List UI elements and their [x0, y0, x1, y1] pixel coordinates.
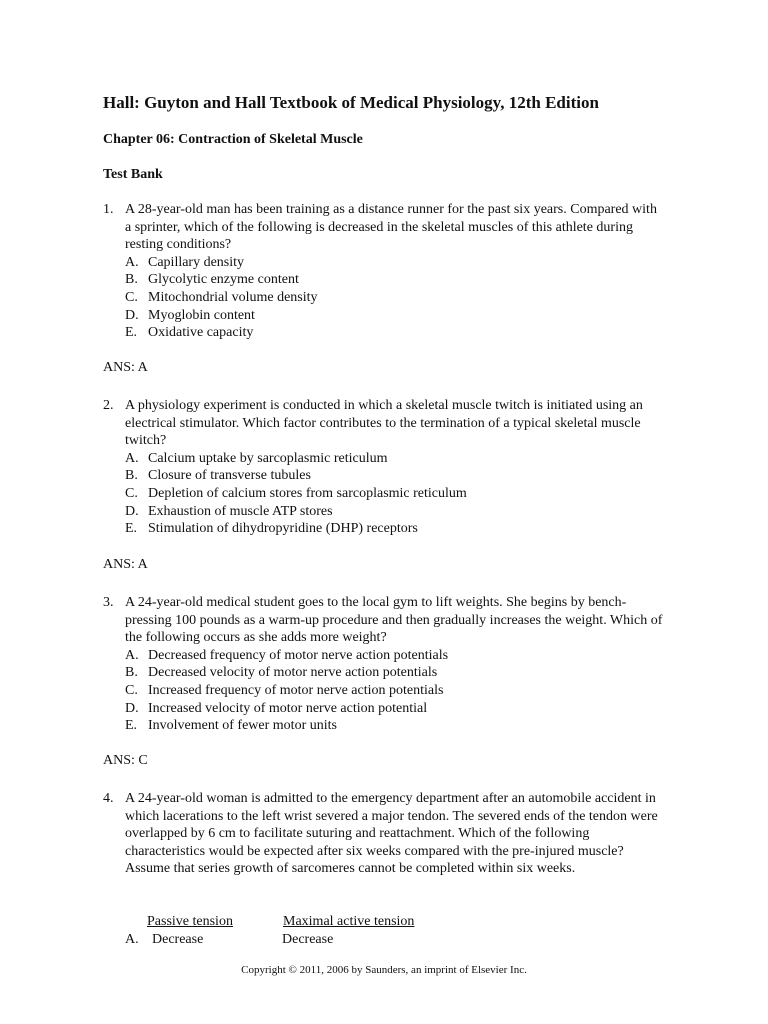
choice-list	[103, 450, 663, 538]
document-title: Hall: Guyton and Hall Textbook of Medical Physiology, 12th Edition	[103, 93, 599, 112]
question-3	[103, 594, 663, 735]
answer-1: ANS: A	[103, 360, 148, 375]
question-number: 3.	[103, 595, 114, 610]
choice-letter: D.	[125, 503, 139, 519]
choice-a	[125, 647, 663, 665]
choice-letter: A.	[125, 254, 139, 270]
question-stem: A physiology experiment is conducted in which a skeletal muscle twitch is initiated using an electrical stimulator. Which factor contributes to the termination of a typical skeletal muscle twitch?	[125, 398, 643, 449]
choice-letter: C.	[125, 485, 138, 501]
answer-table-header	[147, 914, 447, 932]
choice-text: Oxidative capacity	[148, 325, 254, 341]
choice-b	[125, 664, 663, 682]
choice-e	[125, 520, 663, 538]
column-header-active: Maximal active tension	[283, 914, 415, 929]
choice-d	[125, 700, 663, 718]
choice-a	[125, 450, 663, 468]
choice-letter: E.	[125, 718, 138, 734]
chapter-heading: Chapter 06: Contraction of Skeletal Muscle	[103, 132, 363, 147]
question-number: 1.	[103, 202, 114, 217]
choice-d	[125, 307, 663, 325]
choice-text: Glycolytic enzyme content	[148, 272, 299, 288]
row-active: Decrease	[282, 932, 334, 947]
column-header-passive: Passive tension	[147, 914, 233, 929]
choice-list	[103, 647, 663, 735]
choice-text: Exhaustion of muscle ATP stores	[148, 503, 333, 519]
choice-letter: D.	[125, 307, 139, 323]
choice-text: Depletion of calcium stores from sarcoplasmic reticulum	[148, 485, 467, 501]
choice-letter: C.	[125, 289, 138, 305]
choice-list	[103, 254, 663, 342]
question-number: 4.	[103, 791, 114, 806]
choice-b	[125, 467, 663, 485]
choice-d	[125, 503, 663, 521]
question-stem: A 24-year-old medical student goes to the local gym to lift weights. She begins by bench-pressing 100 pounds as a warm-up procedure and then gradually increases the weight. Which of the following occurs as she adds more weight?	[125, 595, 663, 646]
copyright-footer: Copyright © 2011, 2006 by Saunders, an imprint of Elsevier Inc.	[241, 964, 527, 976]
row-letter: A.	[125, 932, 139, 947]
answer-3: ANS: C	[103, 753, 148, 768]
question-number: 2.	[103, 398, 114, 413]
choice-letter: A.	[125, 647, 139, 663]
choice-text: Mitochondrial volume density	[148, 289, 318, 305]
choice-text: Increased frequency of motor nerve action potentials	[148, 682, 444, 698]
choice-text: Decreased frequency of motor nerve action potentials	[148, 647, 449, 663]
question-stem: A 28-year-old man has been training as a distance runner for the past six years. Compared with a sprinter, which of the following is decreased in the skeletal muscles of this athlete during resting conditions?	[125, 202, 657, 253]
answer-2: ANS: A	[103, 557, 148, 572]
choice-c	[125, 682, 663, 700]
choice-b	[125, 271, 663, 289]
question-1	[103, 201, 663, 342]
choice-c	[125, 485, 663, 503]
table-row	[125, 932, 445, 950]
choice-text: Myoglobin content	[148, 307, 255, 323]
choice-letter: B.	[125, 272, 138, 288]
question-stem: A 24-year-old woman is admitted to the emergency department after an automobile accident in which lacerations to the left wrist severed a major tendon. The severed ends of the tendon were overlapped by 6 cm to facilitate suturing and reattachment. Which of the following characteristics would be expected after six weeks compared with the pre-injured muscle? Assume that series growth of sarcomeres cannot be completed within six weeks.	[125, 791, 658, 877]
section-heading: Test Bank	[103, 167, 163, 182]
choice-text: Capillary density	[148, 254, 245, 270]
question-4	[103, 790, 663, 878]
choice-text: Decreased velocity of motor nerve action potentials	[148, 665, 438, 681]
choice-e	[125, 324, 663, 342]
choice-a	[125, 254, 663, 272]
choice-letter: E.	[125, 521, 138, 537]
choice-text: Calcium uptake by sarcoplasmic reticulum	[148, 450, 388, 466]
choice-letter: E.	[125, 325, 138, 341]
choice-letter: A.	[125, 450, 139, 466]
row-passive: Decrease	[152, 932, 204, 947]
choice-text: Involvement of fewer motor units	[148, 718, 337, 734]
choice-letter: B.	[125, 665, 138, 681]
choice-text: Stimulation of dihydropyridine (DHP) receptors	[148, 521, 418, 537]
choice-letter: C.	[125, 682, 138, 698]
choice-text: Increased velocity of motor nerve action potential	[148, 700, 428, 716]
choice-c	[125, 289, 663, 307]
question-2	[103, 397, 663, 538]
choice-text: Closure of transverse tubules	[148, 468, 311, 484]
choice-e	[125, 717, 663, 735]
choice-letter: D.	[125, 700, 139, 716]
choice-letter: B.	[125, 468, 138, 484]
